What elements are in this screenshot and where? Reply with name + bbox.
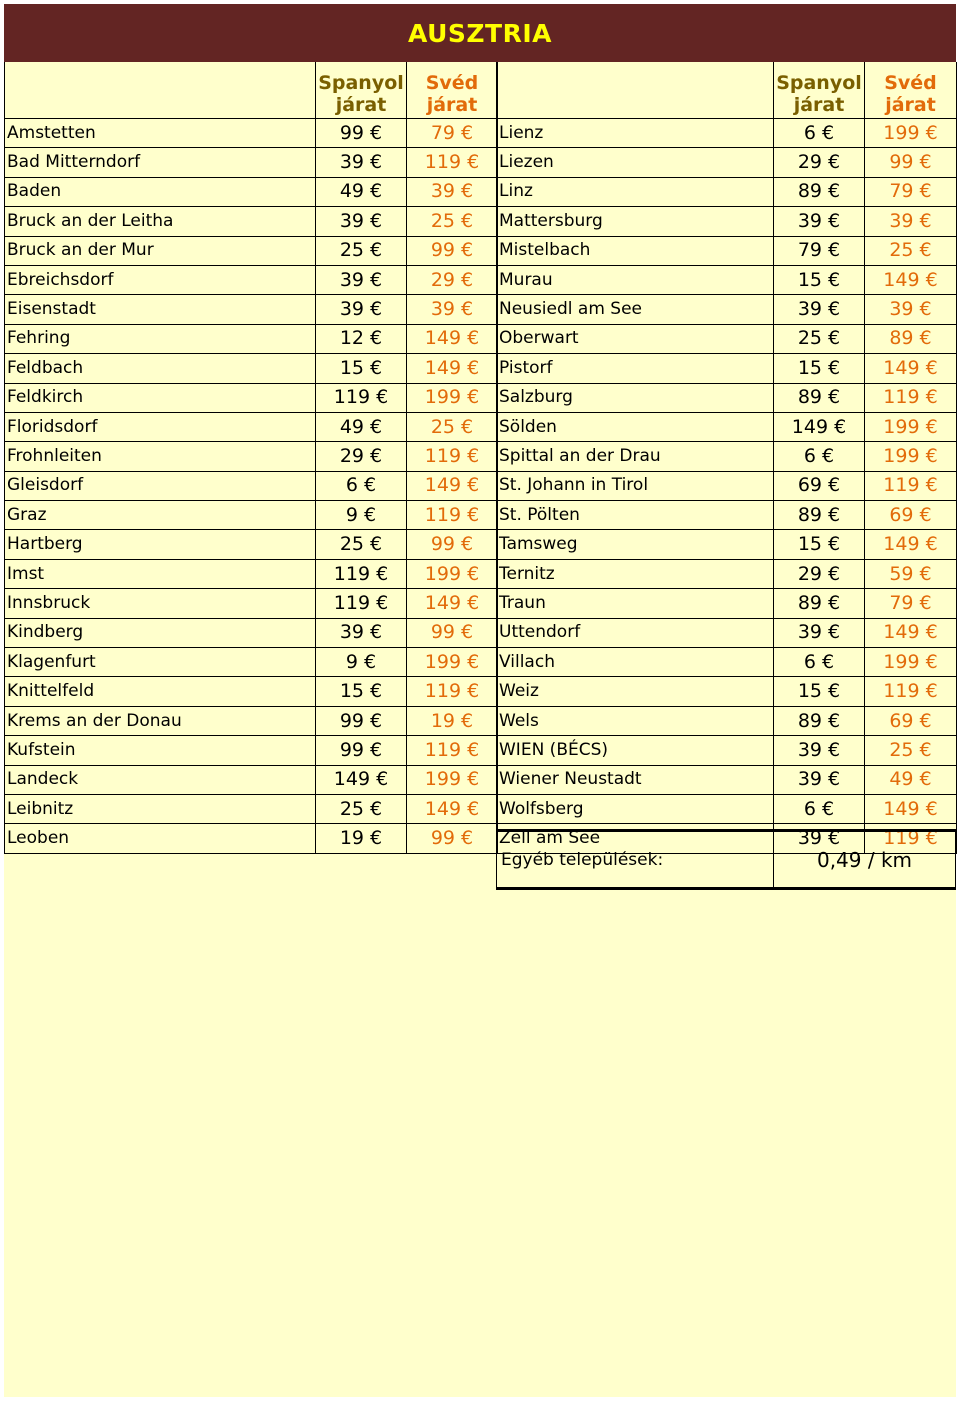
swedish-price: 79 € (865, 589, 957, 618)
spanish-price: 6 € (774, 119, 865, 148)
city-name: Neusiedl am See (497, 295, 774, 324)
spanish-price: 69 € (774, 471, 865, 500)
table-row (497, 618, 957, 647)
swedish-price: 79 € (407, 119, 498, 148)
spanish-price: 39 € (316, 207, 407, 236)
city-name: Klagenfurt (5, 648, 316, 677)
spanish-price: 6 € (316, 471, 407, 500)
city-name: Graz (5, 501, 316, 530)
spanish-price: 25 € (316, 794, 407, 823)
table-row (5, 618, 498, 647)
city-name: Floridsdorf (5, 412, 316, 441)
city-name: WIEN (BÉCS) (497, 736, 774, 765)
swedish-price: 99 € (407, 824, 498, 853)
table-row (5, 207, 498, 236)
city-name: Innsbruck (5, 589, 316, 618)
spanish-price: 39 € (316, 295, 407, 324)
city-name: Frohnleiten (5, 442, 316, 471)
table-row (5, 236, 498, 265)
city-name: Murau (497, 265, 774, 294)
header-swedish: Svéd járat (865, 62, 957, 119)
swedish-price: 69 € (865, 706, 957, 735)
spanish-price: 9 € (316, 501, 407, 530)
swedish-price: 49 € (865, 765, 957, 794)
table-row (5, 442, 498, 471)
city-name: Krems an der Donau (5, 706, 316, 735)
price-table-right (496, 62, 957, 854)
spanish-price: 99 € (316, 736, 407, 765)
spanish-price: 89 € (774, 706, 865, 735)
spanish-price: 39 € (774, 765, 865, 794)
spanish-price: 6 € (774, 442, 865, 471)
swedish-price: 149 € (407, 589, 498, 618)
table-row (497, 559, 957, 588)
table-row (497, 295, 957, 324)
city-name: Bruck an der Mur (5, 236, 316, 265)
title-bar (4, 4, 956, 62)
swedish-price: 25 € (407, 412, 498, 441)
other-settlements-row (496, 829, 956, 890)
swedish-price: 149 € (407, 471, 498, 500)
city-name: Weiz (497, 677, 774, 706)
spanish-price: 19 € (316, 824, 407, 853)
swedish-price: 119 € (407, 501, 498, 530)
spanish-price: 15 € (316, 354, 407, 383)
table-row (5, 354, 498, 383)
table-row (5, 148, 498, 177)
price-table-left (4, 62, 498, 854)
table-row (5, 765, 498, 794)
spanish-price: 29 € (316, 442, 407, 471)
header-spanish: Spanyol járat (316, 62, 407, 119)
table-row (497, 677, 957, 706)
spanish-price: 9 € (316, 648, 407, 677)
city-name: Kufstein (5, 736, 316, 765)
table-row (497, 736, 957, 765)
swedish-price: 149 € (865, 794, 957, 823)
table-row (5, 794, 498, 823)
table-row (497, 177, 957, 206)
spanish-price: 89 € (774, 383, 865, 412)
city-name: Eisenstadt (5, 295, 316, 324)
spanish-price: 15 € (774, 530, 865, 559)
spanish-price: 6 € (774, 648, 865, 677)
swedish-price: 119 € (407, 148, 498, 177)
swedish-price: 199 € (407, 765, 498, 794)
swedish-price: 199 € (865, 119, 957, 148)
spanish-price: 119 € (316, 589, 407, 618)
swedish-price: 119 € (407, 442, 498, 471)
swedish-price: 199 € (407, 559, 498, 588)
swedish-price: 199 € (407, 648, 498, 677)
table-row (497, 530, 957, 559)
table-row (5, 383, 498, 412)
city-name: St. Johann in Tirol (497, 471, 774, 500)
spanish-price: 149 € (316, 765, 407, 794)
table-row (5, 530, 498, 559)
city-name: Spittal an der Drau (497, 442, 774, 471)
table-row (497, 648, 957, 677)
swedish-price: 19 € (407, 706, 498, 735)
header-spanish: Spanyol járat (774, 62, 865, 119)
spanish-price: 49 € (316, 177, 407, 206)
spanish-price: 119 € (316, 559, 407, 588)
header-city (5, 62, 316, 119)
table-row (497, 324, 957, 353)
table-row (497, 119, 957, 148)
spanish-price: 39 € (316, 265, 407, 294)
spanish-price: 99 € (316, 706, 407, 735)
spanish-price: 25 € (316, 530, 407, 559)
spanish-price: 25 € (316, 236, 407, 265)
city-name: St. Pölten (497, 501, 774, 530)
spanish-price: 79 € (774, 236, 865, 265)
table-row (5, 824, 498, 853)
city-name: Zell am See (497, 824, 774, 853)
spanish-price: 149 € (774, 412, 865, 441)
city-name: Ebreichsdorf (5, 265, 316, 294)
city-name: Tamsweg (497, 530, 774, 559)
swedish-price: 39 € (407, 177, 498, 206)
city-name: Linz (497, 177, 774, 206)
swedish-price: 99 € (407, 618, 498, 647)
city-name: Pistorf (497, 354, 774, 383)
table-header-row (497, 62, 957, 119)
spanish-price: 49 € (316, 412, 407, 441)
table-row (497, 354, 957, 383)
spanish-price: 29 € (774, 559, 865, 588)
city-name: Traun (497, 589, 774, 618)
swedish-price: 149 € (865, 530, 957, 559)
table-row (5, 736, 498, 765)
spanish-price: 39 € (774, 736, 865, 765)
table-row (497, 765, 957, 794)
spanish-price: 89 € (774, 177, 865, 206)
city-name: Leibnitz (5, 794, 316, 823)
city-name: Villach (497, 648, 774, 677)
city-name: Hartberg (5, 530, 316, 559)
city-name: Leoben (5, 824, 316, 853)
swedish-price: 199 € (407, 383, 498, 412)
header-city (497, 62, 774, 119)
table-row (497, 265, 957, 294)
spanish-price: 29 € (774, 148, 865, 177)
spanish-price: 119 € (316, 383, 407, 412)
swedish-price: 199 € (865, 648, 957, 677)
table-row (5, 559, 498, 588)
swedish-price: 99 € (865, 148, 957, 177)
city-name: Knittelfeld (5, 677, 316, 706)
spanish-price: 99 € (316, 119, 407, 148)
swedish-price: 25 € (865, 736, 957, 765)
swedish-price: 149 € (865, 618, 957, 647)
swedish-price: 119 € (865, 824, 957, 853)
spanish-price: 12 € (316, 324, 407, 353)
table-row (497, 501, 957, 530)
spanish-price: 15 € (316, 677, 407, 706)
swedish-price: 99 € (407, 236, 498, 265)
spanish-price: 39 € (774, 295, 865, 324)
swedish-price: 89 € (865, 324, 957, 353)
header-swedish: Svéd járat (407, 62, 498, 119)
city-name: Gleisdorf (5, 471, 316, 500)
city-name: Mistelbach (497, 236, 774, 265)
city-name: Salzburg (497, 383, 774, 412)
swedish-price: 59 € (865, 559, 957, 588)
table-row (497, 236, 957, 265)
spanish-price: 39 € (774, 207, 865, 236)
city-name: Wolfsberg (497, 794, 774, 823)
city-name: Imst (5, 559, 316, 588)
table-row (5, 265, 498, 294)
table-row (5, 589, 498, 618)
other-settlements-label: Egyéb települések: (497, 831, 774, 889)
spanish-price: 6 € (774, 794, 865, 823)
swedish-price: 25 € (865, 236, 957, 265)
table-row (5, 177, 498, 206)
swedish-price: 149 € (865, 354, 957, 383)
swedish-price: 119 € (865, 471, 957, 500)
city-name: Uttendorf (497, 618, 774, 647)
table-row (497, 148, 957, 177)
city-name: Feldbach (5, 354, 316, 383)
other-settlements-rate: 0,49 / km (774, 831, 956, 889)
table-row (5, 324, 498, 353)
table-row (497, 589, 957, 618)
swedish-price: 199 € (865, 412, 957, 441)
swedish-price: 149 € (407, 794, 498, 823)
swedish-price: 39 € (865, 207, 957, 236)
spanish-price: 15 € (774, 354, 865, 383)
table-row (5, 295, 498, 324)
page-title: AUSZTRIA (408, 18, 552, 48)
swedish-price: 99 € (407, 530, 498, 559)
spanish-price: 15 € (774, 265, 865, 294)
spanish-price: 39 € (774, 824, 865, 853)
table-row (5, 648, 498, 677)
swedish-price: 29 € (407, 265, 498, 294)
city-name: Wels (497, 706, 774, 735)
city-name: Lienz (497, 119, 774, 148)
spanish-price: 89 € (774, 589, 865, 618)
swedish-price: 39 € (407, 295, 498, 324)
table-row (497, 412, 957, 441)
city-name: Feldkirch (5, 383, 316, 412)
table-row (5, 471, 498, 500)
city-name: Oberwart (497, 324, 774, 353)
table-row (5, 677, 498, 706)
spanish-price: 89 € (774, 501, 865, 530)
swedish-price: 149 € (407, 324, 498, 353)
table-row (497, 442, 957, 471)
city-name: Baden (5, 177, 316, 206)
swedish-price: 39 € (865, 295, 957, 324)
swedish-price: 119 € (865, 677, 957, 706)
city-name: Landeck (5, 765, 316, 794)
city-name: Fehring (5, 324, 316, 353)
table-row (497, 471, 957, 500)
swedish-price: 119 € (407, 677, 498, 706)
table-header-row (5, 62, 498, 119)
table-row (5, 412, 498, 441)
spanish-price: 15 € (774, 677, 865, 706)
table-row (497, 383, 957, 412)
city-name: Amstetten (5, 119, 316, 148)
spanish-price: 25 € (774, 324, 865, 353)
swedish-price: 119 € (865, 383, 957, 412)
city-name: Kindberg (5, 618, 316, 647)
city-name: Ternitz (497, 559, 774, 588)
spanish-price: 39 € (774, 618, 865, 647)
swedish-price: 79 € (865, 177, 957, 206)
city-name: Wiener Neustadt (497, 765, 774, 794)
city-name: Mattersburg (497, 207, 774, 236)
table-row (5, 706, 498, 735)
city-name: Liezen (497, 148, 774, 177)
spanish-price: 39 € (316, 618, 407, 647)
swedish-price: 149 € (407, 354, 498, 383)
swedish-price: 119 € (407, 736, 498, 765)
swedish-price: 25 € (407, 207, 498, 236)
city-name: Sölden (497, 412, 774, 441)
city-name: Bruck an der Leitha (5, 207, 316, 236)
table-row (5, 501, 498, 530)
table-row (5, 119, 498, 148)
swedish-price: 69 € (865, 501, 957, 530)
spanish-price: 39 € (316, 148, 407, 177)
swedish-price: 149 € (865, 265, 957, 294)
city-name: Bad Mitterndorf (5, 148, 316, 177)
table-row (497, 706, 957, 735)
table-row (497, 207, 957, 236)
table-row (497, 794, 957, 823)
swedish-price: 199 € (865, 442, 957, 471)
